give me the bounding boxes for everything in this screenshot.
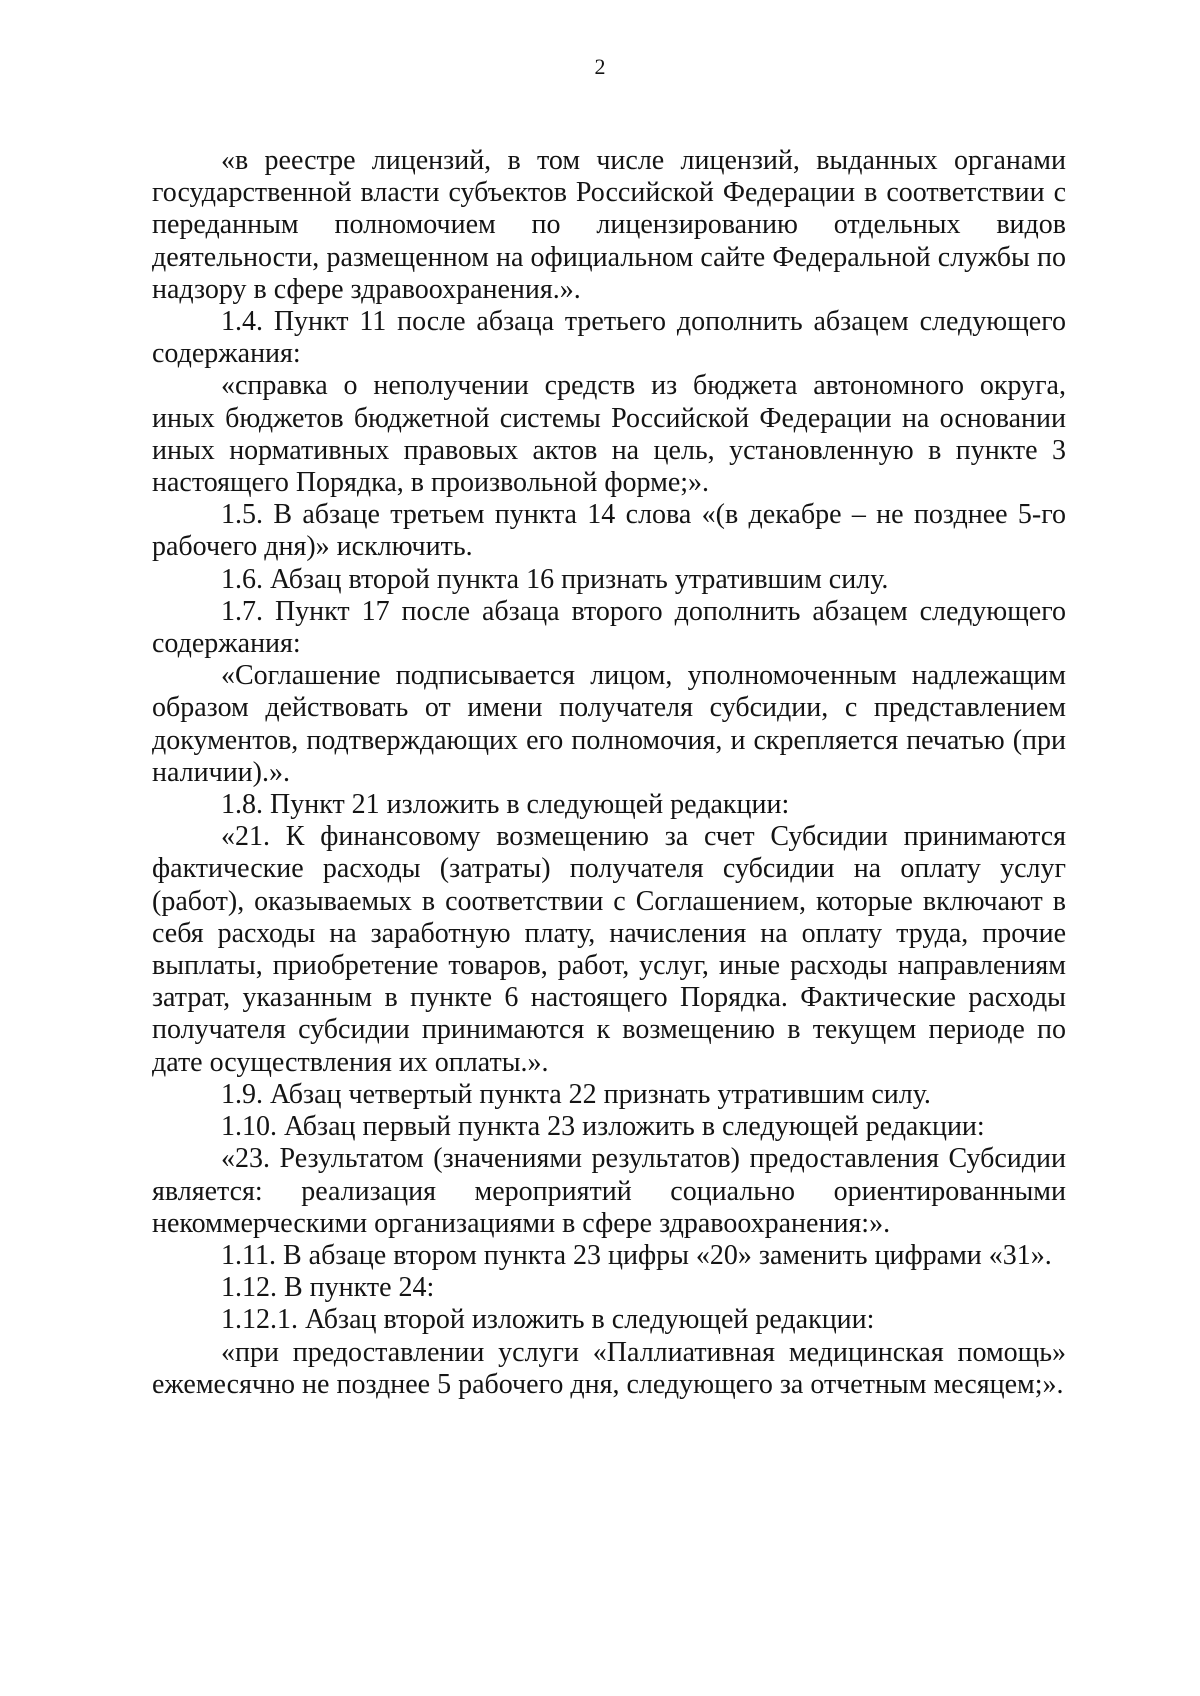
page-number: 2 (594, 54, 606, 79)
paragraph-1-10: 1.10. Абзац первый пункта 23 изложить в следующей редакции: (221, 1111, 985, 1143)
paragraph-license-registry: «в реестре лицензий, в том числе лицензий, выданных органами государственной власти субъектов Российской Федерации в соответствии с переданным полномочием по лицензированию отдельных видов деятельности, размещенном на официальном сайте Федеральной службы по надзору в сфере здравоохранения.». (152, 145, 1066, 305)
paragraph-1-5: 1.5. В абзаце третьем пункта 14 слова «(в декабре – не позднее 5-го рабочего дня)» исключить. (152, 499, 1066, 563)
paragraph-1-4: 1.4. Пункт 11 после абзаца третьего дополнить абзацем следующего содержания: (152, 306, 1066, 370)
paragraph-1-9: 1.9. Абзац четвертый пункта 22 признать утратившим силу. (221, 1078, 931, 1110)
paragraph-agreement-signing: «Соглашение подписывается лицом, уполномоченным надлежащим образом действовать от имени получателя субсидии, с представлением документов, подтверждающих его полномочия, и скрепляется печатью (при наличии).». (152, 660, 1066, 788)
paragraph-1-12: 1.12. В пункте 24: (221, 1272, 435, 1304)
paragraph-1-8: 1.8. Пункт 21 изложить в следующей редакции: (221, 789, 790, 821)
paragraph-budget-certificate: «справка о неполучении средств из бюджета автономного округа, иных бюджетов бюджетной системы Российской Федерации на основании иных нормативных правовых актов на цель, установленную в пункте 3 настоящего Порядка, в произвольной форме;». (152, 370, 1066, 499)
paragraph-clause-21: «21. К финансовому возмещению за счет Субсидии принимаются фактические расходы (затраты) получателя субсидии на оплату услуг (работ), оказываемых в соответствии с Соглашением, которые включают в себя расходы на заработную плату, начисления на оплату труда, прочие выплаты, приобретение товаров, работ, услуг, иные расходы направлениям затрат, указанным в пункте 6 настоящего Порядка. Фактические расходы получателя субсидии принимаются к возмещению в текущем периоде по дате осуществления их оплаты.». (152, 821, 1066, 1078)
paragraph-1-11: 1.11. В абзаце втором пункта 23 цифры «20» заменить цифрами «31». (221, 1239, 1052, 1271)
document-body (152, 145, 1066, 1401)
paragraph-1-7: 1.7. Пункт 17 после абзаца второго дополнить абзацем следующего содержания: (152, 595, 1066, 660)
paragraph-palliative-care: «при предоставлении услуги «Паллиативная медицинская помощь» ежемесячно не позднее 5 рабочего дня, следующего за отчетным месяцем;». (152, 1336, 1066, 1400)
paragraph-1-12-1: 1.12.1. Абзац второй изложить в следующей редакции: (221, 1304, 875, 1336)
paragraph-1-6: 1.6. Абзац второй пункта 16 признать утратившим силу. (221, 563, 889, 595)
paragraph-clause-23: «23. Результатом (значениями результатов) предоставления Субсидии является: реализация мероприятий социально ориентированными некоммерческими организациями в сфере здравоохранения:». (152, 1143, 1066, 1239)
